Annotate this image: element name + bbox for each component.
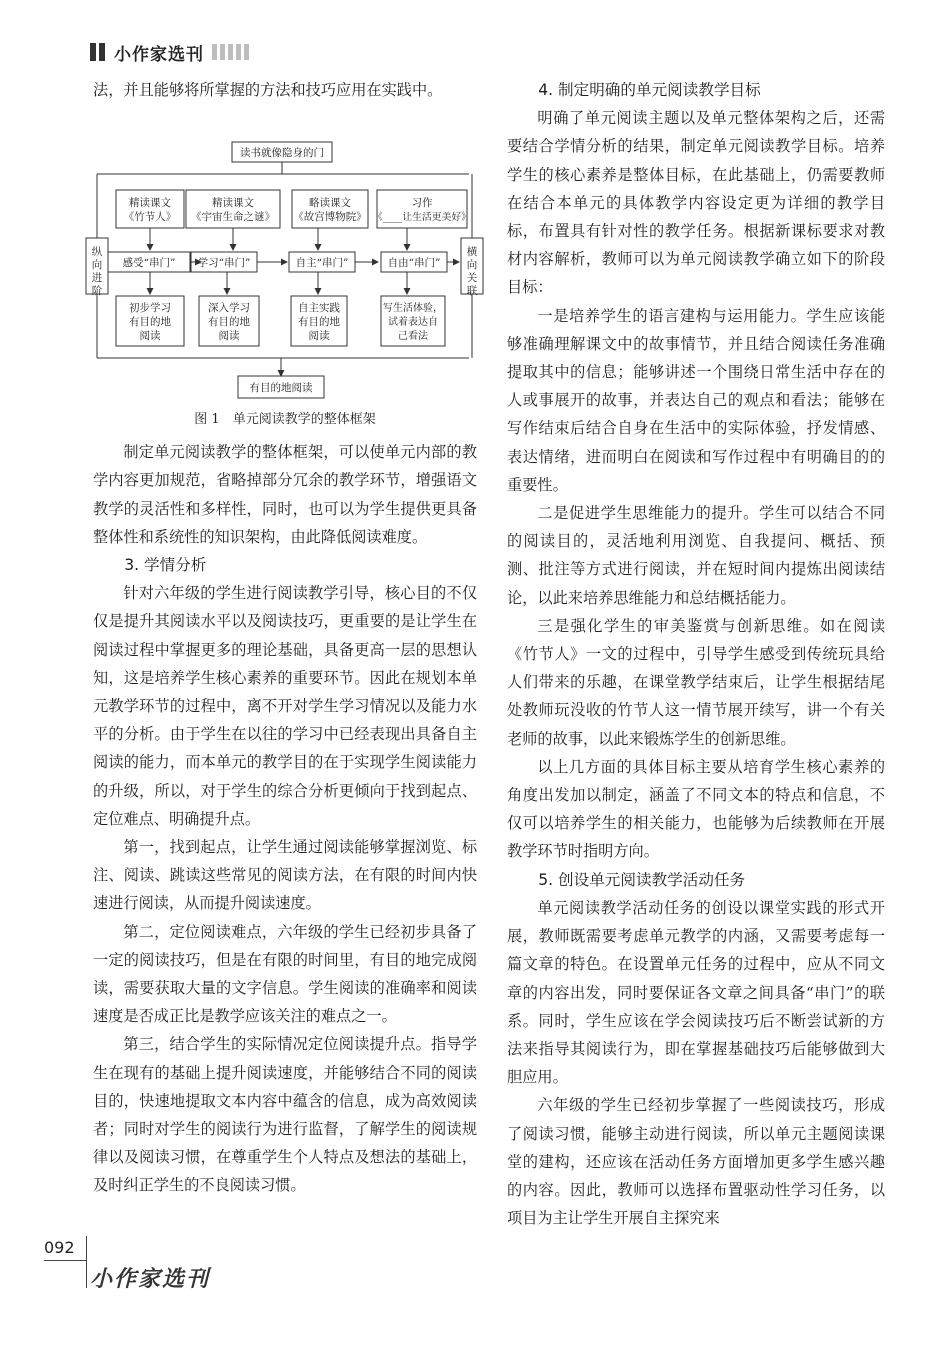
figure-caption: 图 1 单元阅读教学的整体框架	[194, 412, 376, 428]
header-tail-icon	[228, 44, 233, 60]
chuanmen-step: 感受“串门”	[122, 257, 176, 270]
paragraph: 六年级的学生已经初步掌握了一些阅读技巧，形成了阅读习惯，能够主动进行阅读，所以单元主题阅读课堂的建构，还应该在活动任务方面增加更多学生感兴趣的内容。因此，教师可以选择布置驱动性学习任务，以项目为主让学生开展自主探究来	[507, 1096, 885, 1228]
header-tail-icon	[236, 44, 241, 60]
goal-line: 阅读	[139, 330, 161, 343]
lesson-type: 精读课文	[129, 197, 171, 210]
goal-line: 己看法	[398, 331, 428, 343]
figure-bottom-label: 有目的地阅读	[249, 382, 313, 395]
section-heading: 5. 创设单元阅读教学活动任务	[538, 870, 746, 889]
lesson-title: 《故宫博物院》	[293, 211, 367, 224]
running-header	[90, 40, 252, 64]
lesson-title: 《宇宙生命之谜》	[191, 211, 275, 224]
header-bar-icon	[99, 43, 105, 61]
side-left-char: 纵	[91, 246, 103, 259]
side-left-char: 阶	[91, 285, 103, 298]
chuanmen-step: 自由“串门”	[387, 257, 441, 270]
side-left-char: 向	[91, 259, 103, 272]
goal-line: 阅读	[308, 330, 330, 343]
goal-line: 有目的地	[298, 316, 340, 329]
paragraph: 第二，定位阅读难点，六年级的学生已经初步具备了一定的阅读技巧，但是在有限的时间里，有目的地完成阅读，需要获取大量的文字信息。学生阅读的准确率和阅读速度是否成正比是教学应该关注的难点之一。	[93, 922, 477, 1026]
goal-line: 初步学习	[129, 302, 171, 315]
page-number: 092	[44, 1238, 75, 1257]
goal-line: 写生活体验，	[383, 303, 443, 315]
goal-line: 有目的地	[208, 316, 250, 329]
paragraph: 第一，找到起点，让学生通过阅读能够掌握浏览、标注、阅读、跳读这些常见的阅读方法，在有限的时间内快速进行阅读，从而提升阅读速度。	[93, 838, 477, 913]
paragraph: 制定单元阅读教学的整体框架，可以使单元内部的教学内容更加规范，省略掉部分冗余的教学环节，增强语文教学的灵活性和多样性，同时，也可以为学生提供更具备整体性和系统性的知识架构，由此降低阅读难度。	[93, 443, 477, 546]
paragraph: 第三，结合学生的实际情况定位阅读提升点。指导学生在现有的基础上提升阅读速度，并能够结合不同的阅读目的，快速地提取文本内容中蕴含的信息，成为高效阅读者；同时对学生的阅读行为进行监督，了解学生的阅读规律以及阅读习惯，在尊重学生个人特点及想法的基础上，及时纠正学生的不良阅读习惯。	[93, 1035, 477, 1195]
goal-line: 自主实践	[298, 302, 340, 315]
side-right-char: 向	[466, 259, 478, 272]
paragraph: 以上几方面的具体目标主要从培育学生核心素养的角度出发加以制定，涵盖了不同文本的特点和信息，不仅可以培养学生的相关能力，也能够为后续教师在开展教学环节时指明方向。	[507, 757, 885, 861]
paragraph: 单元阅读教学活动任务的创设以课堂实践的形式开展，教师既需要考虑单元教学的内涵，又需要考虑每一篇文章的特色。在设置单元任务的过程中，应从不同文章的内容出发，同时要保证各文章之间具备“串门”的联系。同时，学生应该在学会阅读技巧后不断尝试新的方法来指导其阅读行为，即在掌握基础技巧后能够做到大胆应用。	[507, 898, 885, 1087]
footer-rule	[86, 1236, 87, 1288]
lesson-title: 《竹节人》	[123, 211, 177, 224]
side-right-char: 横	[466, 246, 478, 259]
footer-rule	[44, 1260, 86, 1261]
right-column	[507, 76, 885, 1232]
left-column	[93, 76, 477, 1200]
lesson-type: 略读课文	[309, 197, 351, 210]
header-tail-icon	[212, 44, 217, 60]
side-right-char: 联	[466, 285, 478, 298]
goal-line: 有目的地	[129, 316, 171, 329]
paragraph: 三是强化学生的审美鉴赏与创新思维。如在阅读《竹节人》一文的过程中，引导学生感受到传统玩具给人们带来的乐趣，在课堂教学结束后，让学生根据结尾处教师玩没收的竹节人这一情节展开续写，讲一个有关老师的故事，以此来锻炼学生的创新思维。	[507, 616, 885, 748]
header-tail-icon	[244, 44, 249, 60]
framework-figure	[93, 108, 477, 408]
paragraph: 明确了单元阅读主题以及单元整体架构之后，还需要结合学情分析的结果，制定单元阅读教学目标。培养学生的核心素养是整体目标，在此基础上，仍需要教师在结合本单元的具体教学内容设定更为详细的教学目标，布置具有针对性的教学任务。根据新课标要求对教材内容解析，教师可以为单元阅读教学确立如下的阶段目标：	[507, 109, 885, 297]
side-left-char: 进	[91, 272, 103, 285]
footer-logo: 小作家选刊	[90, 1266, 211, 1292]
header-tail-icon	[220, 44, 225, 60]
paragraph: 二是促进学生思维能力的提升。学生可以结合不同的阅读目的，灵活地利用浏览、自我提问、概括、预测、批注等方式进行阅读，并在短时间内提炼出阅读结论，以此来培养思维能力和总结概括能力。	[507, 504, 885, 607]
figure-top-label: 读书就像隐身的门	[240, 147, 324, 160]
goal-line: 阅读	[218, 330, 240, 343]
side-right-char: 关	[466, 272, 478, 285]
section-heading: 4. 制定明确的单元阅读教学目标	[538, 81, 761, 99]
goal-line: 深入学习	[208, 302, 250, 315]
header-bar-icon	[90, 43, 96, 61]
section-heading: 3. 学情分析	[124, 556, 207, 575]
paragraph: 针对六年级的学生进行阅读教学引导，核心目的不仅仅是提升其阅读水平以及阅读技巧，更重要的是让学生在阅读过程中掌握更多的理论基础，具备更高一层的思想认知，这是培养学生核心素养的重要环节。因此在规划本单元教学环节的过程中，离不开对学生学习情况以及能力水平的分析。由于学生在以往的学习中已经表现出具备自主阅读的能力，而本单元的教学目的在于实现学生阅读能力的升级，所以，对于学生的综合分析更倾向于找到起点、定位难点、明确提升点。	[93, 584, 477, 828]
paragraph: 一是培养学生的语言建构与运用能力。学生应该能够准确理解课文中的故事情节，并且结合阅读任务准确提取其中的信息；能够讲述一个围绕日常生活中存在的人或事展开的故事，并表达自己的观点和看法；能够在写作结束后结合自身在生活中的实际体验，抒发情感、表达情绪，进而明白在阅读和写作过程中有明确目的的重要性。	[507, 306, 885, 494]
chuanmen-step: 学习“串门”	[197, 257, 251, 270]
chuanmen-step: 自主“串门”	[295, 257, 349, 270]
goal-line: 试着表达自	[388, 317, 438, 329]
lesson-type: 精读课文	[212, 197, 254, 210]
lesson-title: 《____让生活更美好》	[373, 212, 471, 224]
lesson-type: 习作	[411, 197, 433, 210]
journal-title: 小作家选刊	[114, 44, 204, 65]
paragraph: 法，并且能够将所掌握的方法和技巧应用在实践中。	[93, 81, 443, 99]
